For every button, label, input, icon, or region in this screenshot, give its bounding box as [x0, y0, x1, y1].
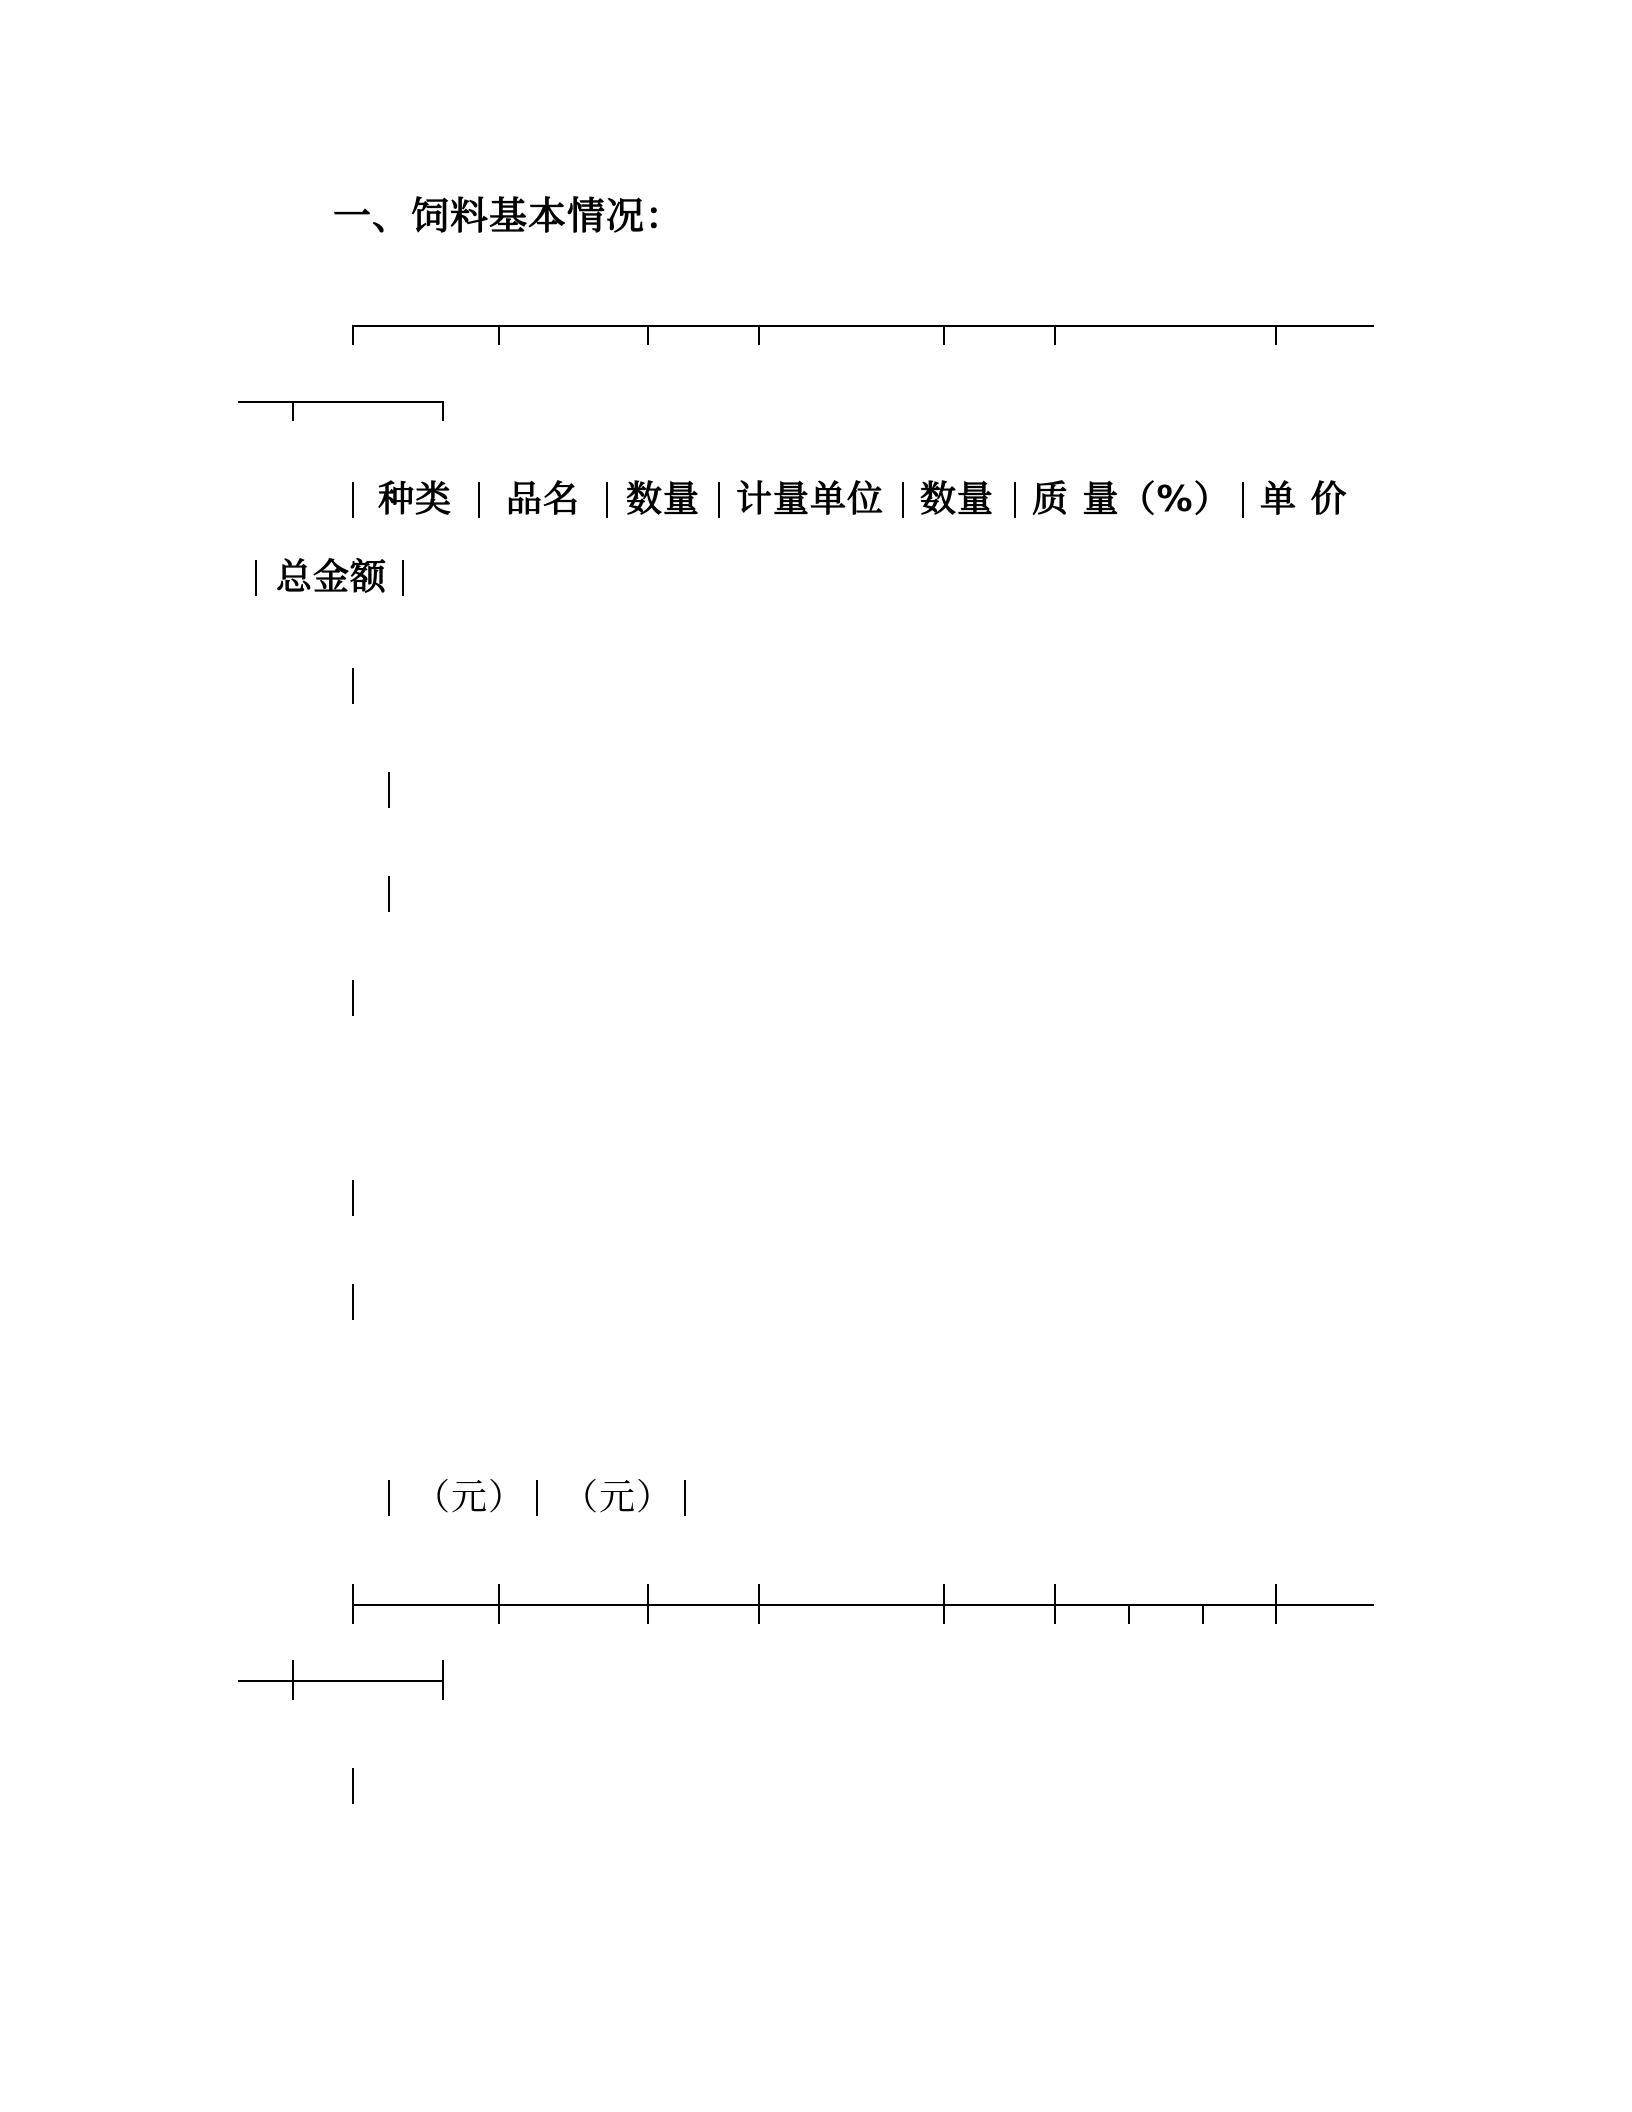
header-cell-quantity: 数量 [626, 479, 701, 520]
header-cell-quality-percent: 质 量（%） [1032, 479, 1231, 520]
section-heading: 一、饲料基本情况： [333, 194, 685, 238]
header-cell-unit: 计量单位 [736, 479, 885, 520]
header-cell-total-amount: 总金额 [276, 557, 388, 598]
unit-label-2: （元） [562, 1477, 674, 1518]
header-cell-product-name: 品名 [506, 479, 581, 520]
header-cell-category: 种类 [378, 479, 453, 520]
unit-label-1: （元） [414, 1477, 526, 1518]
header-cell-quantity-2: 数量 [920, 479, 995, 520]
header-cell-unit-price: 单 价 [1260, 479, 1348, 520]
